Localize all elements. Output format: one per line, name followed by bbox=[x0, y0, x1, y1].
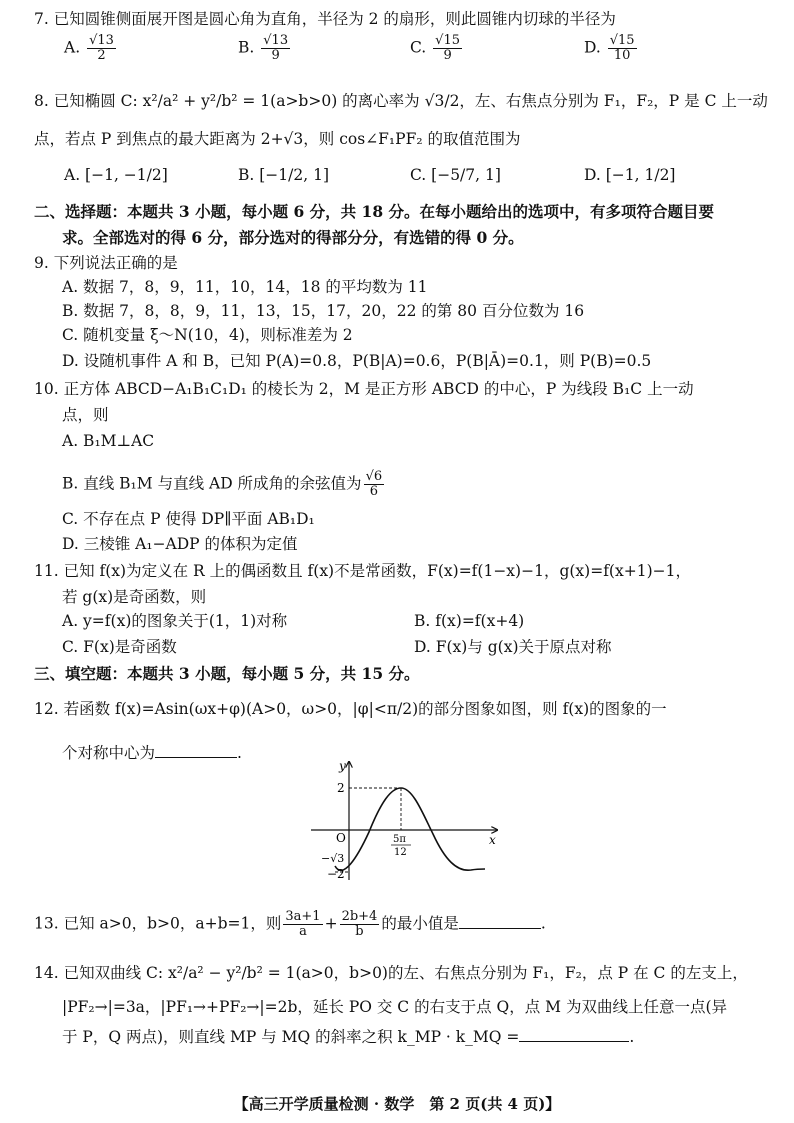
q13-plus: + bbox=[324, 914, 338, 933]
q8-option-c[interactable]: C. [−5/7, 1] bbox=[410, 166, 501, 184]
q14-line3-text: 于 P，Q 两点)，则直线 MP 与 MQ 的斜率之积 k_MP · k_MQ = bbox=[62, 1028, 520, 1046]
x-peak-denominator: 12 bbox=[394, 847, 407, 858]
q7-option-c[interactable] bbox=[410, 34, 464, 63]
question-10-stem-line2: 点，则 bbox=[62, 406, 109, 424]
page-footer: 【高三开学质量检测 · 数学 第 2 页(共 4 页)】 bbox=[233, 1095, 561, 1113]
q10-option-b-text: B. 直线 B₁M 与直线 AD 所成角的余弦值为 bbox=[62, 474, 362, 493]
q7-option-c-letter: C. bbox=[410, 38, 427, 57]
q7-option-b[interactable] bbox=[238, 34, 292, 63]
question-12-stem-line1: 12. 若函数 f(x)=Asin(ωx+φ)(A>0，ω>0，|φ|<π/2)的部分图象如图，则 f(x)的图象的一 bbox=[34, 700, 667, 718]
question-10-stem-line1: 10. 正方体 ABCD−A₁B₁C₁D₁ 的棱长为 2，M 是正方形 ABCD 的中心，P 为线段 B₁C 上一动 bbox=[34, 380, 694, 398]
q14-answer-blank[interactable] bbox=[519, 1027, 629, 1042]
q11-option-c[interactable]: C. F(x)是奇函数 bbox=[62, 638, 177, 656]
q7-option-d-letter: D. bbox=[584, 38, 601, 57]
y-axis-label: y bbox=[339, 759, 346, 773]
question-14-line2: |PF₂→|=3a，|PF₁→+PF₂→|=2b，延长 PO 交 C 的右支于点 Q，点 M 为双曲线上任意一点(异 bbox=[62, 998, 728, 1016]
q7-option-b-fraction: $\frac{√13}{9}$ bbox=[263, 33, 289, 63]
q13-stem-tail: 的最小值是 bbox=[381, 914, 459, 933]
section-2-header-line1: 二、选择题：本题共 3 小题，每小题 6 分，共 18 分。在每小题给出的选项中，有多项符合题目要 bbox=[34, 202, 715, 221]
question-13-stem bbox=[34, 910, 774, 939]
x-peak-numerator: 5π bbox=[393, 834, 406, 845]
q10-option-b-fraction: $\frac{√6}{6}$ bbox=[365, 469, 383, 499]
q14-end: . bbox=[629, 1028, 635, 1046]
question-7-stem: 7. 已知圆锥侧面展开图是圆心角为直角，半径为 2 的扇形，则此圆锥内切球的半径为 bbox=[34, 10, 616, 28]
q8-option-d[interactable]: D. [−1, 1/2] bbox=[584, 166, 676, 184]
q13-end: . bbox=[540, 914, 546, 933]
q7-option-d[interactable] bbox=[584, 34, 639, 63]
q7-option-a[interactable] bbox=[64, 34, 118, 63]
q11-option-b[interactable]: B. f(x)=f(x+4) bbox=[414, 612, 525, 630]
q7-option-d-fraction: $\frac{√15}{10}$ bbox=[609, 33, 635, 63]
q12-stem-text: 个对称中心为 bbox=[62, 744, 156, 762]
section-2-header-line2: 求。全部选对的得 6 分，部分选对的得部分分，有选错的得 0 分。 bbox=[62, 228, 524, 247]
q11-option-d[interactable]: D. F(x)与 g(x)关于原点对称 bbox=[414, 638, 612, 656]
q13-answer-blank[interactable] bbox=[459, 914, 541, 929]
q10-option-c[interactable]: C. 不存在点 P 使得 DP∥平面 AB₁D₁ bbox=[62, 510, 315, 528]
q11-option-a[interactable]: A. y=f(x)的图象关于(1，1)对称 bbox=[62, 612, 288, 630]
question-8-stem-line1: 8. 已知椭圆 C: x²/a² + y²/b² = 1(a>b>0) 的离心率为 √3/2，左、右焦点分别为 F₁，F₂，P 是 C 上一动 bbox=[34, 92, 768, 110]
section-3-header: 三、填空题：本题共 3 小题，每小题 5 分，共 15 分。 bbox=[34, 664, 420, 683]
q13-fraction-2: $\frac{2b+4}{b}$ bbox=[341, 909, 378, 939]
y-neg-sqrt3-label: −√3 bbox=[321, 852, 345, 865]
q7-option-a-fraction: $\frac{√13}{2}$ bbox=[89, 33, 114, 63]
x-axis-label: x bbox=[489, 833, 496, 847]
q9-option-b[interactable]: B. 数据 7，8，8，9，11，13，15，17，20，22 的第 80 百分位数为 16 bbox=[62, 302, 585, 320]
q10-option-b[interactable] bbox=[62, 470, 794, 499]
y-max-label: 2 bbox=[337, 781, 345, 795]
q7-option-c-fraction: $\frac{√15}{9}$ bbox=[435, 33, 460, 63]
question-14-line3 bbox=[62, 1026, 794, 1048]
q9-option-a[interactable]: A. 数据 7，8，9，11，10，14，18 的平均数为 11 bbox=[62, 278, 428, 296]
question-8-stem-line2: 点，若点 P 到焦点的最大距离为 2+√3，则 cos∠F₁PF₂ 的取值范围为 bbox=[34, 130, 521, 148]
q10-option-a[interactable]: A. B₁M⊥AC bbox=[62, 432, 155, 450]
q7-option-b-letter: B. bbox=[238, 38, 255, 57]
question-9-stem: 9. 下列说法正确的是 bbox=[34, 254, 178, 272]
origin-label: O bbox=[336, 831, 346, 845]
question-11-stem-line1: 11. 已知 f(x)为定义在 R 上的偶函数且 f(x)不是常函数，F(x)=f(1−x)−1，g(x)=f(x+1)−1， bbox=[34, 562, 691, 580]
q13-fraction-1: $\frac{3a+1}{a}$ bbox=[285, 909, 321, 939]
q7-option-a-letter: A. bbox=[64, 38, 81, 57]
y-min-label: −2 bbox=[327, 867, 345, 881]
sine-curve bbox=[335, 788, 485, 870]
question-11-stem-line2: 若 g(x)是奇函数，则 bbox=[62, 588, 207, 606]
q9-option-c[interactable]: C. 随机变量 ξ～N(10，4)，则标准差为 2 bbox=[62, 326, 353, 344]
q9-option-d[interactable]: D. 设随机事件 A 和 B，已知 P(A)=0.8，P(B|A)=0.6，P(B|Ā)=0.1，则 P(B)=0.5 bbox=[62, 352, 652, 370]
q8-option-b[interactable]: B. [−1/2, 1] bbox=[238, 166, 329, 184]
q8-option-a[interactable]: A. [−1, −1/2] bbox=[64, 166, 168, 184]
question-14-line1: 14. 已知双曲线 C: x²/a² − y²/b² = 1(a>0，b>0)的左、右焦点分别为 F₁，F₂，点 P 在 C 的左支上， bbox=[34, 964, 748, 982]
q13-stem-text: 13. 已知 a>0，b>0，a+b=1，则 bbox=[34, 914, 282, 933]
q12-end: . bbox=[237, 744, 242, 762]
q10-option-d[interactable]: D. 三棱锥 A₁−ADP 的体积为定值 bbox=[62, 535, 298, 553]
q12-answer-blank[interactable] bbox=[155, 743, 237, 758]
sine-graph bbox=[305, 758, 505, 888]
